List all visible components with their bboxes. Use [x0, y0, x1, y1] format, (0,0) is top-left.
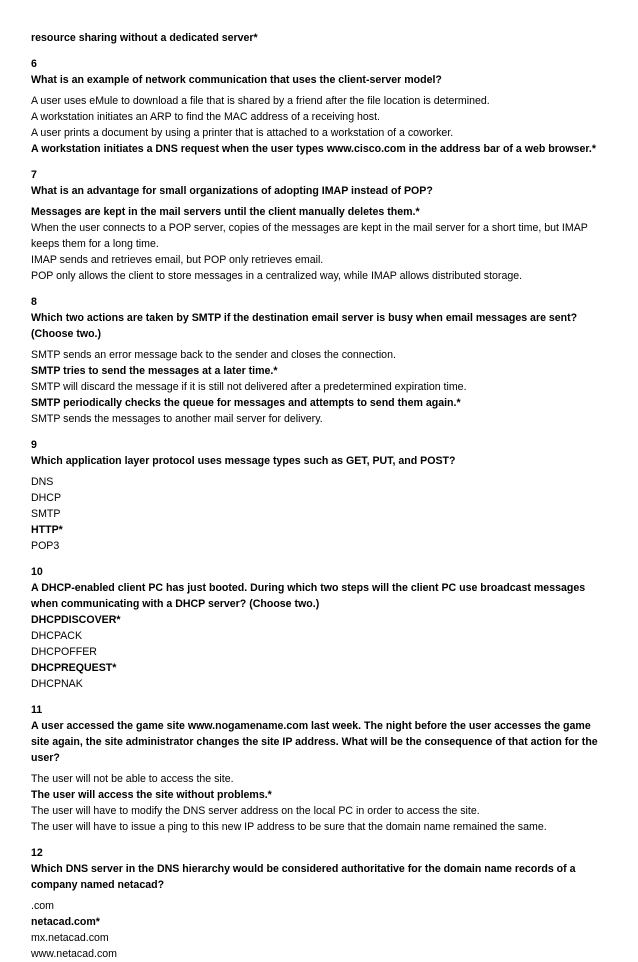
document-page: [31, 30, 611, 962]
answer-list: [31, 204, 611, 284]
answer-option-correct: DHCPREQUEST*: [31, 662, 117, 674]
answer-option-correct: HTTP*: [31, 524, 63, 536]
answer-option: The user will not be able to access the site.: [31, 773, 234, 785]
question-text: What is an example of network communication that uses the client-server model?: [31, 74, 442, 86]
answer-option: IMAP sends and retrieves email, but POP only retrieves email.: [31, 254, 324, 266]
question-block: [31, 56, 611, 157]
answer-option-correct: A workstation initiates a DNS request when the user types www.cisco.com in the address bar of a web browser.*: [31, 143, 596, 155]
question-text: A DHCP-enabled client PC has just booted. During which two steps will the client PC use broadcast messages when communicating with a DHCP server? (Choose two.): [31, 582, 586, 610]
answer-option: The user will have to modify the DNS server address on the local PC in order to access the site.: [31, 805, 480, 817]
answer-option: mx.netacad.com: [31, 932, 109, 944]
question-number: 12: [31, 847, 43, 859]
answer-option-correct: DHCPDISCOVER*: [31, 614, 121, 626]
answer-option: SMTP sends the messages to another mail server for delivery.: [31, 413, 323, 425]
question-text: Which DNS server in the DNS hierarchy would be considered authoritative for the domain name records of a company named netacad?: [31, 863, 576, 891]
answer-list: [31, 771, 611, 835]
question-block: [31, 702, 611, 835]
answer-option: DHCP: [31, 492, 62, 504]
answer-option: POP3: [31, 540, 60, 552]
question-number: 10: [31, 566, 43, 578]
answer-option: .com: [31, 900, 54, 912]
question-block: [31, 845, 611, 962]
question-block: [31, 437, 611, 554]
answer-option: DNS: [31, 476, 54, 488]
answer-option: POP only allows the client to store messages in a centralized way, while IMAP allows distributed storage.: [31, 270, 523, 282]
question-number: 11: [31, 704, 43, 716]
answer-option: DHCPNAK: [31, 678, 83, 690]
answer-option: SMTP: [31, 508, 61, 520]
answer-option: A user prints a document by using a printer that is attached to a workstation of a coworker.: [31, 127, 454, 139]
answer-option: SMTP sends an error message back to the sender and closes the connection.: [31, 349, 396, 361]
question-list: [31, 56, 611, 962]
answer-option: www.netacad.com: [31, 948, 117, 960]
answer-option: When the user connects to a POP server, copies of the messages are kept in the mail server for a short time, but IMAP keeps them for a long time.: [31, 222, 588, 250]
answer-option: A user uses eMule to download a file that is shared by a friend after the file location is determined.: [31, 95, 490, 107]
question-text: A user accessed the game site www.nogamename.com last week. The night before the user accesses the game site again, the site administrator changes the site IP address. What will be the consequence of that action for the user?: [31, 720, 598, 764]
question-text: What is an advantage for small organizations of adopting IMAP instead of POP?: [31, 185, 433, 197]
answer-list: [31, 93, 611, 157]
previous-answer-line: resource sharing without a dedicated server*: [31, 32, 258, 44]
answer-option-correct: netacad.com*: [31, 916, 100, 928]
answer-option: SMTP will discard the message if it is still not delivered after a predetermined expiration time.: [31, 381, 467, 393]
answer-option: A workstation initiates an ARP to find the MAC address of a receiving host.: [31, 111, 380, 123]
answer-option-correct: SMTP tries to send the messages at a later time.*: [31, 365, 278, 377]
question-block: [31, 167, 611, 284]
question-block: [31, 564, 611, 692]
answer-option: DHCPOFFER: [31, 646, 97, 658]
question-text: Which two actions are taken by SMTP if the destination email server is busy when email messages are sent? (Choose two.): [31, 312, 578, 340]
question-text: Which application layer protocol uses message types such as GET, PUT, and POST?: [31, 455, 456, 467]
question-number: 9: [31, 439, 37, 451]
answer-option: The user will have to issue a ping to this new IP address to be sure that the domain name remained the same.: [31, 821, 547, 833]
question-number: 8: [31, 296, 37, 308]
answer-option-correct: Messages are kept in the mail servers until the client manually deletes them.*: [31, 206, 420, 218]
answer-option: DHCPACK: [31, 630, 83, 642]
question-number: 7: [31, 169, 37, 181]
answer-list: [31, 612, 611, 692]
answer-list: [31, 347, 611, 427]
answer-list: [31, 898, 611, 962]
question-number: 6: [31, 58, 37, 70]
answer-option-correct: SMTP periodically checks the queue for messages and attempts to send them again.*: [31, 397, 461, 409]
answer-list: [31, 474, 611, 554]
answer-option-correct: The user will access the site without problems.*: [31, 789, 272, 801]
question-block: [31, 294, 611, 427]
